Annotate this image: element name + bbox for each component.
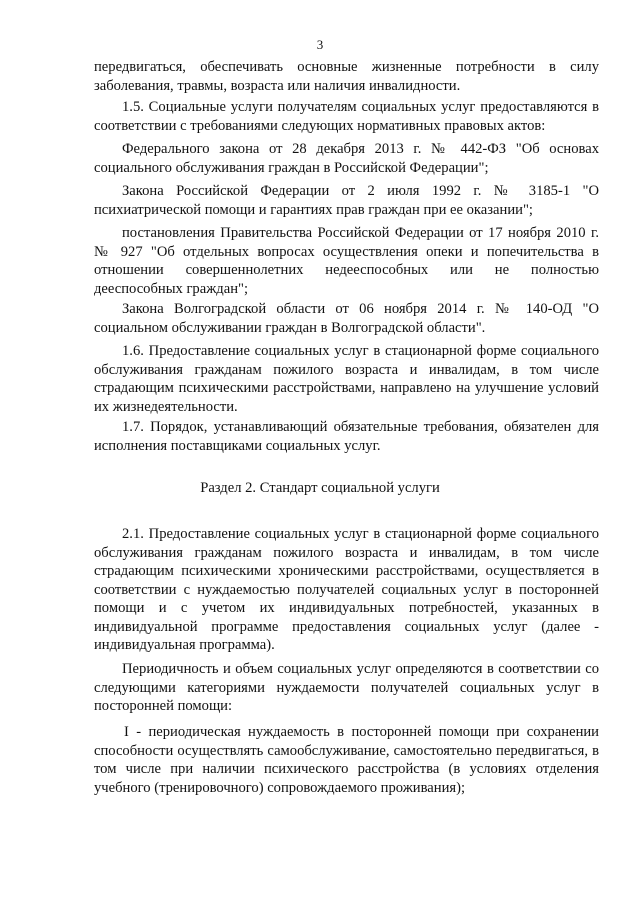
paragraph-1-7: 1.7. Порядок, устанавливающий обязательные требования, обязателен для исполнения поставщиками социальных услуг. xyxy=(94,419,599,454)
paragraph-1-6: 1.6. Предоставление социальных услуг в стационарной форме социального обслуживания гражданам пожилого возраста и инвалидам, в том числе страдающим психическими расстройствами, направлено на улучшение условий их жизнедеятельности. xyxy=(94,343,599,415)
paragraph-law-140: Закона Волгоградской области от 06 ноября 2014 г. № 140-ОД "О социальном обслуживании граждан в Волгоградской области". xyxy=(94,301,599,336)
paragraph-law-3185: Закона Российской Федерации от 2 июля 1992 г. № 3185-1 "О психиатрической помощи и гарантиях прав граждан при ее оказании"; xyxy=(94,183,599,218)
paragraph-decree-927: постановления Правительства Российской Федерации от 17 ноября 2010 г. № 927 "Об отдельных вопросах осуществления опеки и попечительства в отношении совершеннолетних недееспособных или не полностью дееспособных граждан"; xyxy=(94,225,599,297)
paragraph-continuation: передвигаться, обеспечивать основные жизненные потребности в силу заболевания, травмы, возраста или наличия инвалидности. xyxy=(94,59,599,94)
page-number: 3 xyxy=(316,37,324,52)
paragraph-law-442: Федерального закона от 28 декабря 2013 г. № 442-ФЗ "Об основах социального обслуживания граждан в Российской Федерации"; xyxy=(94,141,599,176)
paragraph-2-1: 2.1. Предоставление социальных услуг в стационарной форме социального обслуживания гражданам пожилого возраста и инвалидам, в том числе страдающим психическими хроническими расстройствами, осуществляется в соответствии с нуждаемостью получателей социальных услуг в посторонней помощи и с учетом их индивидуальных потребностей, указанных в индивидуальной программе предоставления социальных услуг (далее - индивидуальная программа). xyxy=(94,526,599,653)
paragraph-periodicity: Периодичность и объем социальных услуг определяются в соответствии со следующими категориями нуждаемости получателей социальных услуг в посторонней помощи: xyxy=(94,661,599,714)
section-heading: Раздел 2. Стандарт социальной услуги xyxy=(200,480,440,496)
paragraph-category-1: I - периодическая нуждаемость в посторонней помощи при сохранении способности осуществлять самообслуживание, самостоятельно передвигаться, в том числе при наличии психического расстройства (в условиях отделения учебного (тренировочного) сопровождаемого проживания); xyxy=(94,724,599,796)
paragraph-1-5: 1.5. Социальные услуги получателям социальных услуг предоставляются в соответствии с требованиями следующих нормативных правовых актов: xyxy=(94,99,599,134)
